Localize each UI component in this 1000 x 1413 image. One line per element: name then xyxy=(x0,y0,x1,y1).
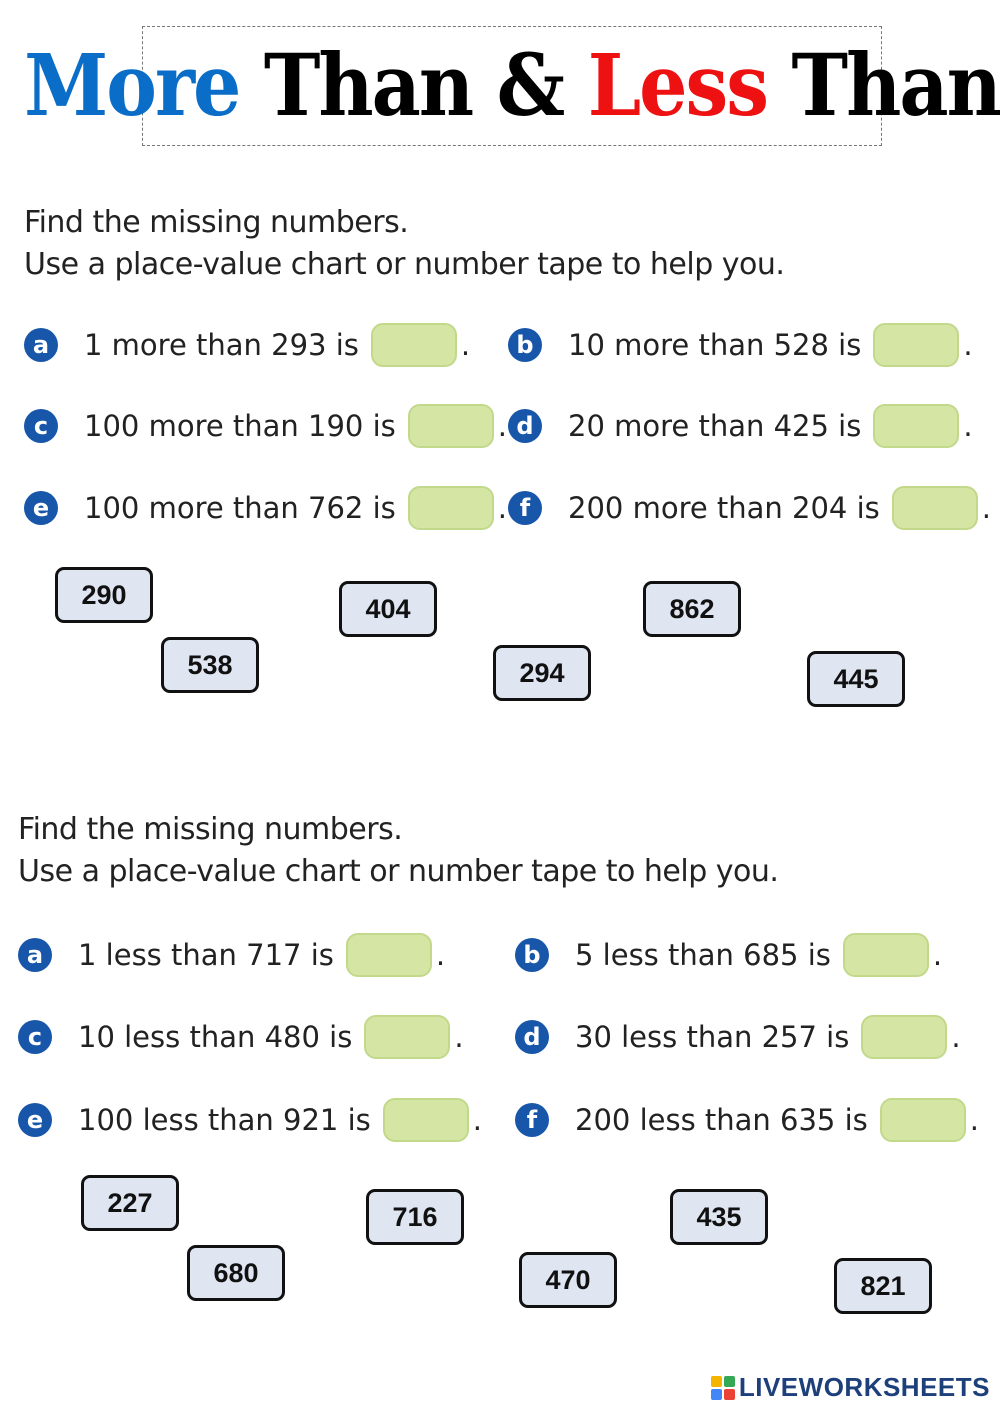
answer-tile[interactable]: 435 xyxy=(670,1189,768,1245)
question-2e xyxy=(18,1097,482,1143)
section1-instructions xyxy=(24,202,784,286)
title-than: Than xyxy=(791,35,1000,136)
question-text: 1 less than 717 is xyxy=(78,938,334,972)
answer-input[interactable] xyxy=(873,404,959,448)
question-letter-badge: a xyxy=(18,938,52,972)
answer-input[interactable] xyxy=(880,1098,966,1142)
question-letter-badge: e xyxy=(24,491,58,525)
question-1e xyxy=(24,485,507,531)
answer-input[interactable] xyxy=(861,1015,947,1059)
answer-tile[interactable]: 862 xyxy=(643,581,741,637)
question-letter-badge: d xyxy=(515,1020,549,1054)
title-than-and: Than & xyxy=(263,35,564,136)
answer-input[interactable] xyxy=(408,486,494,530)
period: . xyxy=(969,1103,979,1137)
question-1c xyxy=(24,403,507,449)
question-2c xyxy=(18,1014,464,1060)
answer-input[interactable] xyxy=(383,1098,469,1142)
question-1f xyxy=(508,485,991,531)
liveworksheets-logo xyxy=(711,1372,990,1403)
question-letter-badge: b xyxy=(515,938,549,972)
question-letter-badge: c xyxy=(24,409,58,443)
question-letter-badge: f xyxy=(508,491,542,525)
instruction-line: Use a place-value chart or number tape to help you. xyxy=(18,854,779,889)
period: . xyxy=(497,491,507,525)
question-2b xyxy=(515,932,942,978)
question-text: 100 more than 190 is xyxy=(84,409,396,443)
instruction-line: Use a place-value chart or number tape to help you. xyxy=(24,247,785,282)
answer-tile[interactable]: 227 xyxy=(81,1175,179,1231)
question-letter-badge: f xyxy=(515,1103,549,1137)
question-text: 10 more than 528 is xyxy=(568,328,862,362)
period: . xyxy=(497,409,507,443)
question-1a xyxy=(24,322,470,368)
question-text: 100 more than 762 is xyxy=(84,491,396,525)
answer-input[interactable] xyxy=(873,323,959,367)
answer-tile[interactable]: 470 xyxy=(519,1252,617,1308)
question-text: 20 more than 425 is xyxy=(568,409,862,443)
answer-input[interactable] xyxy=(408,404,494,448)
worksheet-title xyxy=(24,35,1000,136)
period: . xyxy=(963,328,973,362)
question-letter-badge: d xyxy=(508,409,542,443)
period: . xyxy=(932,938,943,972)
title-more: More xyxy=(24,35,240,136)
period: . xyxy=(472,1103,482,1137)
question-letter-badge: b xyxy=(508,328,542,362)
answer-input[interactable] xyxy=(346,933,432,977)
brand-name: LIVEWORKSHEETS xyxy=(738,1372,990,1402)
answer-input[interactable] xyxy=(371,323,457,367)
question-letter-badge: c xyxy=(18,1020,52,1054)
period: . xyxy=(435,938,446,972)
instruction-line: Find the missing numbers. xyxy=(24,205,409,240)
answer-tile[interactable]: 821 xyxy=(834,1258,932,1314)
question-text: 200 more than 204 is xyxy=(568,491,880,525)
answer-tile[interactable]: 680 xyxy=(187,1245,285,1301)
answer-tile[interactable]: 404 xyxy=(339,581,437,637)
question-1d xyxy=(508,403,973,449)
period: . xyxy=(951,1020,961,1054)
question-2a xyxy=(18,932,445,978)
answer-tile[interactable]: 716 xyxy=(366,1189,464,1245)
question-text: 100 less than 921 is xyxy=(78,1103,371,1137)
answer-input[interactable] xyxy=(843,933,929,977)
instruction-line: Find the missing numbers. xyxy=(18,812,403,847)
period: . xyxy=(460,328,471,362)
question-1b xyxy=(508,322,973,368)
question-text: 5 less than 685 is xyxy=(575,938,831,972)
question-text: 1 more than 293 is xyxy=(84,328,359,362)
title-less: Less xyxy=(587,35,768,136)
question-letter-badge: e xyxy=(18,1103,52,1137)
answer-input[interactable] xyxy=(364,1015,450,1059)
answer-tile[interactable]: 538 xyxy=(161,637,259,693)
period: . xyxy=(981,491,991,525)
question-2d xyxy=(515,1014,961,1060)
answer-input[interactable] xyxy=(892,486,978,530)
question-letter-badge: a xyxy=(24,328,58,362)
question-2f xyxy=(515,1097,979,1143)
answer-tile[interactable]: 294 xyxy=(493,645,591,701)
question-text: 10 less than 480 is xyxy=(78,1020,353,1054)
answer-tile[interactable]: 445 xyxy=(807,651,905,707)
answer-tile[interactable]: 290 xyxy=(55,567,153,623)
section2-instructions xyxy=(18,809,778,893)
question-text: 30 less than 257 is xyxy=(575,1020,850,1054)
brand-grid-icon xyxy=(711,1376,735,1400)
question-text: 200 less than 635 is xyxy=(575,1103,868,1137)
title-box xyxy=(24,26,1000,146)
period: . xyxy=(963,409,973,443)
period: . xyxy=(454,1020,464,1054)
